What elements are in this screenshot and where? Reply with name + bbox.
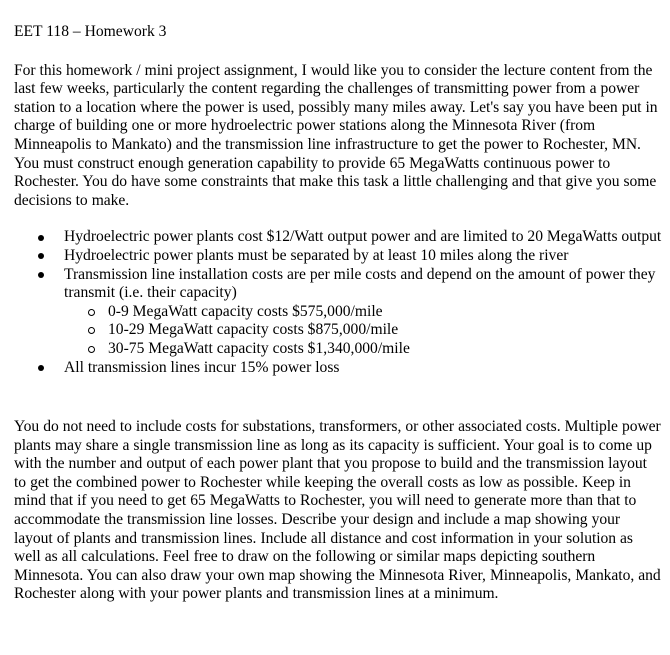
hollow-bullet-icon [88, 309, 95, 316]
bullet-icon [38, 272, 44, 278]
sub-bullet-text: 0-9 MegaWatt capacity costs $575,000/mile [108, 302, 383, 320]
sub-bullet-text: 10-29 MegaWatt capacity costs $875,000/mile [108, 321, 399, 339]
list-item [64, 247, 662, 266]
document-page [14, 23, 662, 604]
list-item [64, 266, 662, 359]
bullet-icon [38, 365, 44, 371]
bullet-text: Hydroelectric power plants must be separated by at least 10 miles along the river [64, 246, 569, 264]
hollow-bullet-icon [88, 327, 95, 334]
intro-paragraph: For this homework / mini project assignment, I would like you to consider the lecture content from the last few weeks, particularly the content regarding the challenges of transmitting power from a power station to a location where the power is used, possibly many miles away. Let's say you have been put in charge of building one or more hydroelectric power stations along the Minnesota River (from Minneapolis to Mankato) and the transmission line infrastructure to get the power to Rochester, MN. You must construct enough generation capability to provide 65 MegaWatts continuous power to Rochester. You do have some constraints that make this task a little challenging and that give you some decisions to make. [14, 61, 658, 209]
sub-list-item [108, 340, 662, 359]
sub-list-item [108, 321, 662, 340]
sub-bullet-text: 30-75 MegaWatt capacity costs $1,340,000/mile [108, 339, 410, 357]
bullet-icon [38, 253, 44, 259]
sub-list-item [108, 303, 662, 322]
capacity-cost-sublist [64, 303, 662, 359]
bullet-icon [38, 235, 44, 241]
bullet-text: Transmission line installation costs are per mile costs and depend on the amount of power they transmit (i.e. their capacity) [64, 265, 656, 302]
list-item [64, 228, 662, 247]
document-title: EET 118 – Homework 3 [14, 23, 167, 40]
hollow-bullet-icon [88, 346, 95, 353]
constraints-list [14, 228, 662, 377]
closing-paragraph: You do not need to include costs for substations, transformers, or other associated costs. Multiple power plants may share a single transmission line as long as its capacity is sufficient. Your goal is to come up with the number and output of each power plant that you propose to build and the transmission layout to get the combined power to Rochester while keeping the overall costs as low as possible. Keep in mind that if you need to get 65 MegaWatts to Rochester, you will need to generate more than that to accommodate the transmission line losses. Describe your design and include a map showing your layout of plants and transmission lines. Include all distance and cost information in your solution as well as all calculations. Feel free to draw on the following or similar maps depicting southern Minnesota. You can also draw your own map showing the Minnesota River, Minneapolis, Mankato, and Rochester along with your power plants and transmission lines at a minimum. [14, 418, 661, 603]
bullet-text: Hydroelectric power plants cost $12/Watt output power and are limited to 20 MegaWatts output [64, 228, 662, 246]
list-item [64, 359, 662, 378]
bullet-text: All transmission lines incur 15% power loss [64, 358, 340, 376]
